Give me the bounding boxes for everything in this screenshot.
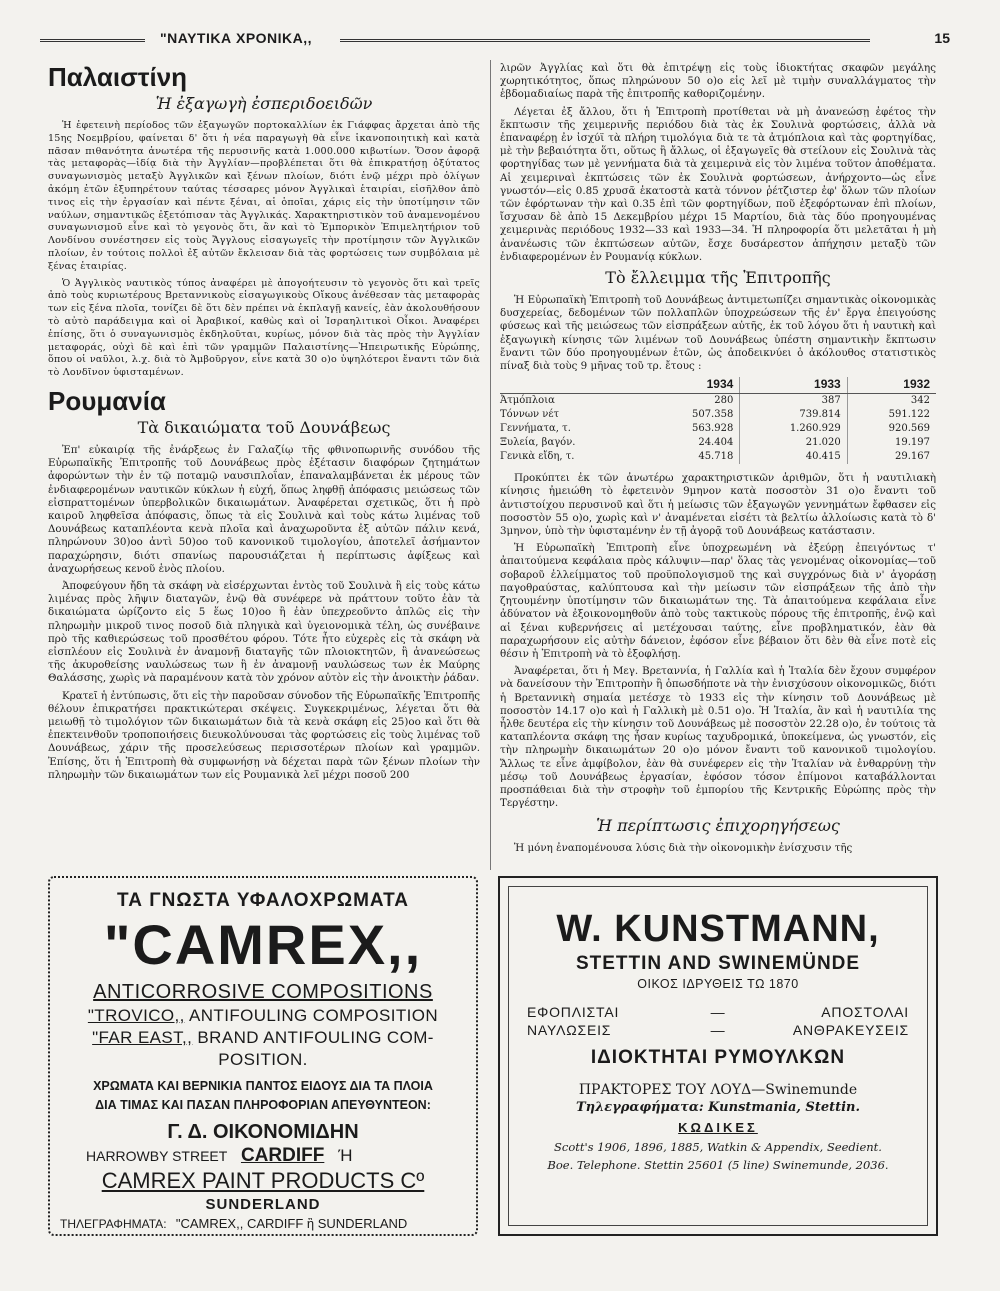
table-header-blank <box>500 377 651 394</box>
or-word: Ή <box>338 1146 353 1165</box>
kunstmann-advertisement <box>498 876 938 1236</box>
table-cell: 920.569 <box>888 423 930 435</box>
telegraph-line <box>60 1215 466 1233</box>
table-cell: 280 <box>651 394 740 409</box>
table-header-year: 1933 <box>740 377 847 394</box>
table-row-label: Ἀτμόπλοια <box>500 395 555 407</box>
right-column <box>500 62 936 860</box>
table-cell: 1.260.929 <box>740 422 847 436</box>
section-title-palestine: Παλαιστίνη <box>48 62 188 92</box>
ad-headline: ΤΑ ΓΝΩΣΤΑ ΥΦΑΛΟΧΡΩΜΑΤΑ <box>117 890 409 911</box>
subtitle-commission-deficit: Τὸ ἔλλειμμα τῆς Ἐπιτροπῆς <box>605 268 831 288</box>
services-grid <box>521 1003 915 1039</box>
journal-title: "ΝΑΥΤΙΚΑ ΧΡΟΝΙΚΑ,, <box>160 30 313 46</box>
ad-address <box>60 1145 466 1167</box>
service-dash: — <box>710 1022 726 1038</box>
table-cell: 591.122 <box>888 409 930 421</box>
left-column <box>48 62 480 786</box>
company-name: CAMREX PAINT PRODUCTS Cº <box>101 1168 425 1193</box>
service-item: ΑΝΘΡΑΚΕΥΣΕΙΣ <box>792 1022 909 1038</box>
running-head <box>40 30 960 52</box>
ad-text-line: ΔΙΑ ΤΙΜΑΣ ΚΑΙ ΠΑΣΑΝ ΠΛΗΡΟΦΟΡΙΑΝ ΑΠΕΥΘΥΝΤΕΟΝ: <box>95 1098 431 1112</box>
table-cell: 387 <box>740 394 847 409</box>
ad-inner-frame <box>508 886 928 1226</box>
table-cell: 19.197 <box>895 437 930 449</box>
tug-owners-line: ΙΔΙΟΚΤΗΤΑΙ ΡΥΜΟΥΛΚΩΝ <box>590 1047 846 1068</box>
table-cell: 24.404 <box>651 436 740 450</box>
article-paragraph: Ἐπ' εὐκαιρίᾳ τῆς ἐνάρξεως ἐν Γαλαζίῳ τῆς φθινοπωρινῆς συνόδου τῆς Εὐρωπαϊκῆς Ἐπιτροπῆς τοῦ Δουνάβεως πρὸς ἐξέτασιν διαφόρων ζητημάτων ἀφορώντων τὴν ἐν τῷ ποταμῷ ναυσιπλοΐαν, ἐπαναλαμβάνεται ἐκ μέρους τῶν ἐνδιαφερομένων ναυτικῶν κύκλων ἡ εὐχή, ὅπως ληφθῇ ἀπόφασις μειώσεως τῶν εἰσπραττομένων ὑπερβολικῶν δικαιωμάτων. Ἀναφέρεται σχετικῶς, ὅτι ἡ πρὸ καιροῦ ληφθεῖσα ἀπόφασις, ὅπως τὰ εἰς Σουλινὰ καὶ τοὺς κάτω λιμένας τοῦ Δουνάβεως καταπλέοντα κενὰ πλοῖα καὶ ἀναχωροῦντα ἐξ αὐτῶν πάλιν κενά, πληρώνουν 30)οο ἀντὶ 50)οο τοῦ κανονικοῦ τιμολογίου, ἀποτελεῖ ἀσήμαντον παραχώρησιν, διότι σπανίως παρουσιάζεται ἡ περίπτωσις ἀφίξεως καὶ ἀναχωρήσεως κενοῦ ἑνὸς πλοίου. <box>48 443 480 575</box>
table-row-label: Τόννων νέτ <box>500 409 560 421</box>
table-row-label: Γεννήματα, τ. <box>500 423 571 435</box>
trovico-name: "TROVICO,, <box>87 1006 185 1025</box>
trovico-desc: ANTIFOULING COMPOSITION <box>184 1006 439 1025</box>
page-number: 15 <box>934 30 950 46</box>
service-item: ΝΑΥΛΩΣΕΙΣ <box>527 1022 612 1038</box>
street: HARROWBY STREET <box>86 1148 228 1164</box>
founded-line: ΟΙΚΟΣ ΙΔΡΥΘΕΙΣ ΤΩ 1870 <box>637 977 799 991</box>
table-row <box>500 450 936 464</box>
ad-contact-name: Γ. Δ. ΟΙΚΟΝΟΜΙΔΗΝ <box>167 1121 359 1143</box>
article-paragraph: Κρατεῖ ἡ ἐντύπωσις, ὅτι εἰς τὴν παροῦσαν σύνοδον τῆς Εὐρωπαϊκῆς Ἐπιτροπῆς θέλουν ἐπικρατήσει πρακτικώτεραι σκέψεις. Συγκεκριμένως, λέγεται ὅτι θὰ μειωθῇ τὸ τιμολόγιον τῶν δικαιωμάτων διὰ τὰ κενὰ σκάφη εἰς 25)οο καὶ ὅτι θὰ ἐπεκτεινθοῦν τροποποιήσεις διευκολύνουσαι τὰς φορτώσεις εἰς τοὺς λιμένας τοῦ Δουνάβεως, χάριν τῆς προσελεύσεως περισσοτέρων πλοίων καὶ γραμμῶν. Ἐπίσης, ὅτι ἡ Ἐπιτροπὴ θὰ συμφωνήσῃ νὰ δέχεται παρὰ τῶν ξένων πλοίων τὴν πληρωμὴν τῶν δικαιωμάτων των εἰς Ρουμανικὰ λεῖ μέχρι ποσοῦ 200 <box>48 689 480 781</box>
service-dash: — <box>710 1004 726 1020</box>
agents-line: ΠΡΑΚΤΟΡΕΣ ΤΟΥ ΛΟΥΔ—Swinemunde <box>578 1082 858 1098</box>
article-paragraph: Προκύπτει ἐκ τῶν ἀνωτέρω χαρακτηριστικῶν ἀριθμῶν, ὅτι ἡ ναυτιλιακὴ κίνησις ἠμειώθη τὸ ἐφετεινὸν 9μηνον κατὰ ποσοστὸν 31 ο)ο ἔναντι τοῦ ἀντιστοίχου περυσινοῦ καὶ ὅτι ἡ μείωσις τῶν ἐξαγωγῶν γεννημάτων ἔφθασεν εἰς ποσοστὸν 55 ο)ο, χωρὶς καὶ ν' ἀναμένεται εἰσέτι τὰ βελτίω ἀλλοίωσις κατὰ τὸ δ' 3μηνον, ὑπὸ τὴν ὑφισταμένην ἐν τῇ ἀγορᾷ τοῦ Δουνάβεως κατάστασιν. <box>500 472 936 538</box>
table-header-year: 1932 <box>847 377 936 394</box>
table-row <box>500 422 936 436</box>
header-rule-right <box>340 39 870 42</box>
table-row-label: Ξυλεία, βαγόν. <box>500 437 576 449</box>
camrex-brand: "CAMREX,, <box>103 913 423 976</box>
section-title-romania: Ρουμανία <box>48 385 166 416</box>
service-item: ΕΦΟΠΛΙΣΤΑΙ <box>527 1004 620 1020</box>
table-cell: 563.928 <box>651 422 740 436</box>
table-cell: 507.358 <box>651 408 740 422</box>
ad-product-line <box>60 1005 466 1027</box>
table-row <box>500 394 936 409</box>
article-paragraph: Ἀποφεύγουν ἤδη τὰ σκάφη νὰ εἰσέρχωνται ἐντὸς τοῦ Σουλινὰ ἢ εἰς τοὺς κάτω λιμένας πρὸς λῆψιν διαταγῶν, ἐνῷ θὰ συνέφερε νὰ πράττουν τοῦτο ἐὰν τὰ δικαιώματα ὡρίζοντο εἰς 5 ἕως 10)οο ἢ ἐὰν ὑπεχρεοῦντο ἁπλῶς εἰς τὴν πληρωμὴν μικροῦ τινος ποσοῦ διὰ πληγικὰ καὶ ὑγειονομικὰ τέλη, ὡς συνέβαινε πρὸ τῆς καθιερώσεως τοῦ προσθέτου φόρου. Τότε ἦτο εὐχερὲς εἰς τὰ σκάφη νὰ εἰσπλέουν εἰς Σουλινὰ ἐν ἀναμονῇ διαταγῆς τῶν πλοιοκτητῶν, ἢ ἀνανεώσεως τῆς ἀκυροθείσης ναυλώσεως των ἢ ἐν ἀναμονῇ ναυλώσεως των ἐκ Μαύρης Θαλάσσης, χωρὶς νὰ παραμένουν κατὰ τὸν χρόνον αὐτὸν εἰς τὴν ἀνοικτὴν ῥάδαν. <box>48 579 480 685</box>
codes-heading: ΚΩΔΙΚΕΣ <box>678 1120 758 1135</box>
telegraph-line: Τηλεγραφήματα: Kunstmania, Stettin. <box>575 1100 861 1115</box>
article-paragraph: λιρῶν Ἀγγλίας καὶ ὅτι θὰ ἐπιτρέψῃ εἰς τοὺς ἰδιοκτήτας σκαφῶν μεγάλης χωρητικότητος, ὅπως πληρώνουν 50 ο)ο εἰς λεῖ μὲ τιμὴν συναλλάγματος τὴν ἑβδομαδιαίως παρὰ τῆς ἐπιτροπῆς καθοριζομένην. <box>500 62 936 101</box>
table-cell: 342 <box>910 395 930 407</box>
telegraph-label: ΤΗΛΕΓΡΑΦΗΜΑΤΑ: <box>60 1217 167 1231</box>
far-east-name: "FAR EAST,, <box>92 1028 193 1047</box>
subtitle-danube-dues: Τὰ δικαιώματα τοῦ Δουνάβεως <box>137 417 391 437</box>
article-paragraph: Λέγεται ἐξ ἄλλου, ὅτι ἡ Ἐπιτροπὴ προτίθεται νὰ μὴ ἀνανεώσῃ ἐφέτος τὴν ἔκπτωσιν τῆς χειμερινῆς περιόδου διὰ τὰς ἐκ Σουλινὰ φορτώσεις, ἀλλὰ νὰ ἐπαναφέρῃ ἐν ἰσχύϊ τὰ πλήρη τιμολόγια διὰ τε τὰ ἀτμόπλοια καὶ τὰς φορτηγίδας, μὲ τὴν βεβαιότητα ὅτι, οὕτως ἢ ἄλλως, οἱ ἐξαγωγεῖς θὰ στείλουν εἰς Σουλινὰ τὰς φορτηγίδας των μὲ γεννήματα διὰ τὰ χειμερινὰ εἰς τὸν λιμένα τοῦτον ἀποθέματα. Αἱ χειμεριναὶ ἐκπτώσεις τῶν ἐκ Σουλινὰ φορτώσεων, ἀνήρχοντο—ὡς εἶνε γνωστόν—εἰς 0.85 χρυσᾶ ἑκατοστὰ κατὰ τόννον ῥέτζιστερ ἐφ' ὅλων τῶν πλοίων τῶν ἐφόρτωναν τὴν καὶ 0.35 ἐπὶ τῶν φορτηγίδων, ποῦ ἐξεφόρτωναν ἐπὶ πλοίων, ἴσχυσαν δὲ ἀπὸ 15 Δεκεμβρίου μέχρι 15 Μαρτίου, διὰ τὰς δύο προηγουμένας χειμερινὰς περιόδους 1932—33 καὶ 1933—34. Ἡ πληροφορία ὅτι μελετᾶται ἡ μὴ ἀνανέωσις τῶν ἐκπτώσεων αὐτῶν, ἔσχε δυσάρεστον ἀπήχησιν μεταξὺ τῶν ἐνδιαφερομένων ἐν Ρουμανίᾳ κύκλων. <box>500 105 936 263</box>
city-sunderland: SUNDERLAND <box>205 1196 321 1213</box>
codes-list: Scott's 1906, 1896, 1885, Watkin & Appendix, Seedient. <box>554 1140 882 1154</box>
ad-text-line: ΧΡΩΜΑΤΑ ΚΑΙ ΒΕΡΝΙΚΙΑ ΠΑΝΤΟΣ ΕΙΔΟΥΣ ΔΙΑ ΤΑ ΠΛΟΙΑ <box>93 1079 433 1093</box>
far-east-desc: BRAND ANTIFOULING COM- <box>192 1028 434 1047</box>
phone-line: Boe. Telephone. Stettin 25601 (5 line) Swinemunde, 2036. <box>547 1158 889 1172</box>
article-paragraph: Ἡ μόνη ἐναπομένουσα λύσις διὰ τὴν οἰκονομικὴν ἐνίσχυσιν τῆς <box>514 842 853 855</box>
table-row <box>500 408 936 422</box>
table-row <box>500 436 936 450</box>
subtitle-subsidy-case: Ἡ περίπτωσις ἐπιχορηγήσεως <box>596 816 840 836</box>
table-cell: 45.718 <box>651 450 740 464</box>
article-paragraph: Ἡ Εὐρωπαϊκὴ Ἐπιτροπὴ τοῦ Δουνάβεως ἀντιμετωπίζει σημαντικὰς οἰκονομικὰς δυσχερείας, δεδομένων τῶν πολλαπλῶν ὑποχρεώσεων τῆς ἐν' ἔργα ἐπειγούσης φύσεως καὶ τῆς μειώσεως τῶν εἰσπράξεων αὐτῆς, ἐκ τοῦ λόγου ὅτι ἡ ναυτικὴ καὶ ἐξαγωγικὴ κίνησις τῶν λιμένων τοῦ Δουνάβεως ὑπέστη σημαντικὴν ἔκπτωσιν ἔναντι τῶν δύο προηγουμένων ἐτῶν, ὡς ἀποδεικνύει ὁ ἀκόλουθος στατιστικὸς πίναξ διὰ τοὺς 9 μῆνας τοῦ τρ. ἔτους : <box>500 294 936 373</box>
kunstmann-cities: STETTIN AND SWINEMÜNDE <box>575 953 861 974</box>
table-cell: 40.415 <box>740 450 847 464</box>
article-paragraph: Ὁ Ἀγγλικὸς ναυτικὸς τύπος ἀναφέρει μὲ ἀπογοήτευσιν τὸ γεγονὸς ὅτι καὶ τρεῖς ἀπὸ τοὺς κυριωτέρους Βρεταννικοὺς εἰσαγωγικοὺς Οἴκους ἀνέθεσαν τὰς μεταφορὰς των εἰς ξένα πλοῖα, τονίζει δὲ ὅτι δὲν πρέπει νὰ ἐκπλαγῇ κανείς, ἐὰν ἀκολουθήσουν τὸ αὐτὸ παράδειγμα καὶ οἱ Ἀραβικοί, καθὼς καὶ οἱ Ἰσραηλιτικοὶ Οἶκοι. Ἀναφέρει ἐπίσης, ὅτι ὁ συναγωνισμὸς ἐκδηλοῦται, κυρίως, μόνον διὰ τὰς πρὸς τὴν Ἀγγλίαν μεταφοράς, οὐχὶ δὲ καὶ ἐπὶ τῶν γραμμῶν Παλαιστίνης—Ἠπειρωτικῆς Εὐρώπης, ὅπου οἱ ναῦλοι, λ.χ. διὰ τὸ Ἀμβοῦργον, εἶνε κατὰ 30 ο)ο ὑψηλότεροι ἔναντι τῶν διὰ τὸ Λονδῖνον ὑφισταμένων. <box>48 277 480 379</box>
service-item: ΑΠΟΣΤΟΛΑΙ <box>821 1004 909 1020</box>
article-paragraph: Ἀναφέρεται, ὅτι ἡ Μεγ. Βρεταννία, ἡ Γαλλία καὶ ἡ Ἰταλία δὲν ἔχουν συμφέρον νὰ δανείσουν τὴν Ἐπιτροπὴν ἢ ὁπωσδήποτε νὰ τὴν ἐνισχύσουν οἰκονομικῶς, διότι ἡ Βρεταννικὴ σημαία μετέσχε τὸ 1933 εἰς τὴν κίνησιν τοῦ Δουνάβεως μὲ ποσοστὸν 14.17 ο)ο καὶ ἡ Γαλλικὴ μὲ 0.51 ο)ο. Ἡ Ἰταλία, ἂν καὶ ἡ ναυτιλία της ἦλθε δευτέρα εἰς τὴν κίνησιν τοῦ Δουνάβεως μὲ ποσοστὸν 22.28 ο)ο, ἐν τούτοις τὰ καταπλέοντα σκάφη της ἦσαν κυρίως ταχυδρομικά, ὑποκείμενα, ὡς γνωστόν, εἰς τὴν πληρωμὴν δικαιωμάτων 20 ο)ο μόνον ἔναντι τοῦ κανονικοῦ τιμολογίου. Ἄλλως τε εἶνε ἀμφίβολον, ἐὰν θὰ συνέφερεν εἰς τὴν Ἰταλίαν νὰ ἐνθαρρύνῃ τὴν μέσῳ τοῦ Δουνάβεως ἐργασίαν, ἐφόσον τόσον ἐπίμονοι καταβάλλονται προσπάθειαι διὰ τὴν στροφὴν τοῦ ἐμπορίου τῆς Κεντρικῆς Εὐρώπης πρὸς τὴν Τεργέστην. <box>500 665 936 810</box>
subtitle-citrus-export: Ἡ ἐξαγωγὴ ἐσπεριδοειδῶν <box>155 94 373 113</box>
article-paragraph: Ἡ Εὐρωπαϊκὴ Ἐπιτροπὴ εἶνε ὑποχρεωμένη νὰ ἐξεύρῃ ἐπειγόντως τ' ἀπαιτούμενα κεφάλαια πρὸς κάλυψιν—παρ' ὅλας τὰς γενομένας οἰκονομίας—τοῦ σοβαροῦ ἐλλείμματος τοῦ προϋπολογισμοῦ της καὶ συγχρόνως διὰ ν' ἀγοράσῃ παγοθραύστας, καλύπτουσα καὶ τὴν μείωσιν τῶν εἰσπράξεων τῆς ἀπὸ τὴν ζητουμένην ὑποτίμησιν τῶν δικαιωμάτων της. Τὰ ἀπαιτούμενα κεφάλαια εἶνε ἀδύνατον νὰ ἐξοικονομηθοῦν ἀπὸ τοὺς τακτικοὺς πόρους τῆς ἐπιτροπῆς, ἐνῷ καὶ αἱ ξέναι κυβερνήσεις αἱ μετέχουσαι ταύτης, εἶνε προβληματικόν, ἐὰν θὰ παραχωρήσουν εἰς αὐτὴν δάνειον, ἐφόσον εἶνε βέβαιον ὅτι δὲν θὰ εἶνε ποτὲ εἰς θέσιν ἡ Ἐπιτροπὴ νὰ τὸ ἐξοφλήσῃ. <box>500 542 936 660</box>
article-paragraph: Ἡ ἐφετεινὴ περίοδος τῶν ἐξαγωγῶν πορτοκαλλίων ἐκ Γιάφφας ἄρχεται ἀπὸ τῆς 15ης Νοεμβρίου, φαίνεται δ' ὅτι ἡ νέα παραγωγὴ θὰ εἶνε ἱκανοποιητικὴ καὶ κατὰ πᾶσαν πιθανότητα ἀνωτέρα τῆς περυσινῆς κατὰ 1.000.000 κιβωτίων. Ὅσον ἀφορᾷ τὰς μεταφορὰς—ἰδίᾳ διὰ τὴν Ἀγγλίαν—προβλέπεται ὅτι θὰ ἐπικρατήσῃ ὀξύτατος συναγωνισμὸς μεταξὺ Ἀγγλικῶν καὶ ξένων πλοίων, διότι ἐνῷ μέχρι πρὸ ὀλίγων ἀκόμη ἐτῶν ἐξυπηρέτουν ταύτας τέσσαρες μόνον Ἀγγλικαὶ ἑταιρίαι, εἰσῆλθον ἀπὸ τινος εἰς τὴν ἐργασίαν καὶ πέντε ξέναι, αἱ ὁποῖαι, χάρις εἰς τὴν ὑποτίμησιν τῶν ναύλων, σημαντικῶς ἐξετόπισαν τὰς Ἀγγλικάς. Χαρακτηριστικὸν τοῦ ἀναμενομένου συναγωνισμοῦ εἶνε καὶ τὸ γεγονὸς ὅτι, ἂν καὶ τὸ Ἐμπορικὸν Ἐπιμελητήριον τοῦ Λονδίνου συνέστησεν εἰς τοὺς Ἄγγλους εἰσαγωγεῖς τὴν προτίμησιν τῶν Ἀγγλικῶν πλοίων, ἐν τούτοις πολλοὶ ἐξ αὐτῶν ἔκλεισαν διὰ τὰς φορτώσεις των συμβόλαια μὲ ξένας ἑταιρίας. <box>48 120 480 272</box>
table-header-row <box>500 377 936 394</box>
kunstmann-brand: W. KUNSTMANN, <box>556 908 880 950</box>
ad-product-line: POSITION. <box>218 1050 308 1069</box>
table-cell: 29.167 <box>895 451 930 463</box>
statistics-table <box>500 377 936 464</box>
ad-product-line <box>60 1027 466 1049</box>
telegraph-address: "CAMREX,, CARDIFF ἢ SUNDERLAND <box>175 1216 408 1231</box>
ad-product-line: ANTICORROSIVE COMPOSITIONS <box>93 981 433 1003</box>
table-cell: 21.020 <box>740 436 847 450</box>
header-rule-left <box>40 39 145 42</box>
table-cell: 739.814 <box>740 408 847 422</box>
table-header-year: 1934 <box>651 377 740 394</box>
column-divider <box>490 60 491 870</box>
city-cardiff: CARDIFF <box>240 1145 325 1166</box>
camrex-advertisement <box>48 876 478 1236</box>
table-row-label: Γενικὰ εἴδη, τ. <box>500 451 575 463</box>
